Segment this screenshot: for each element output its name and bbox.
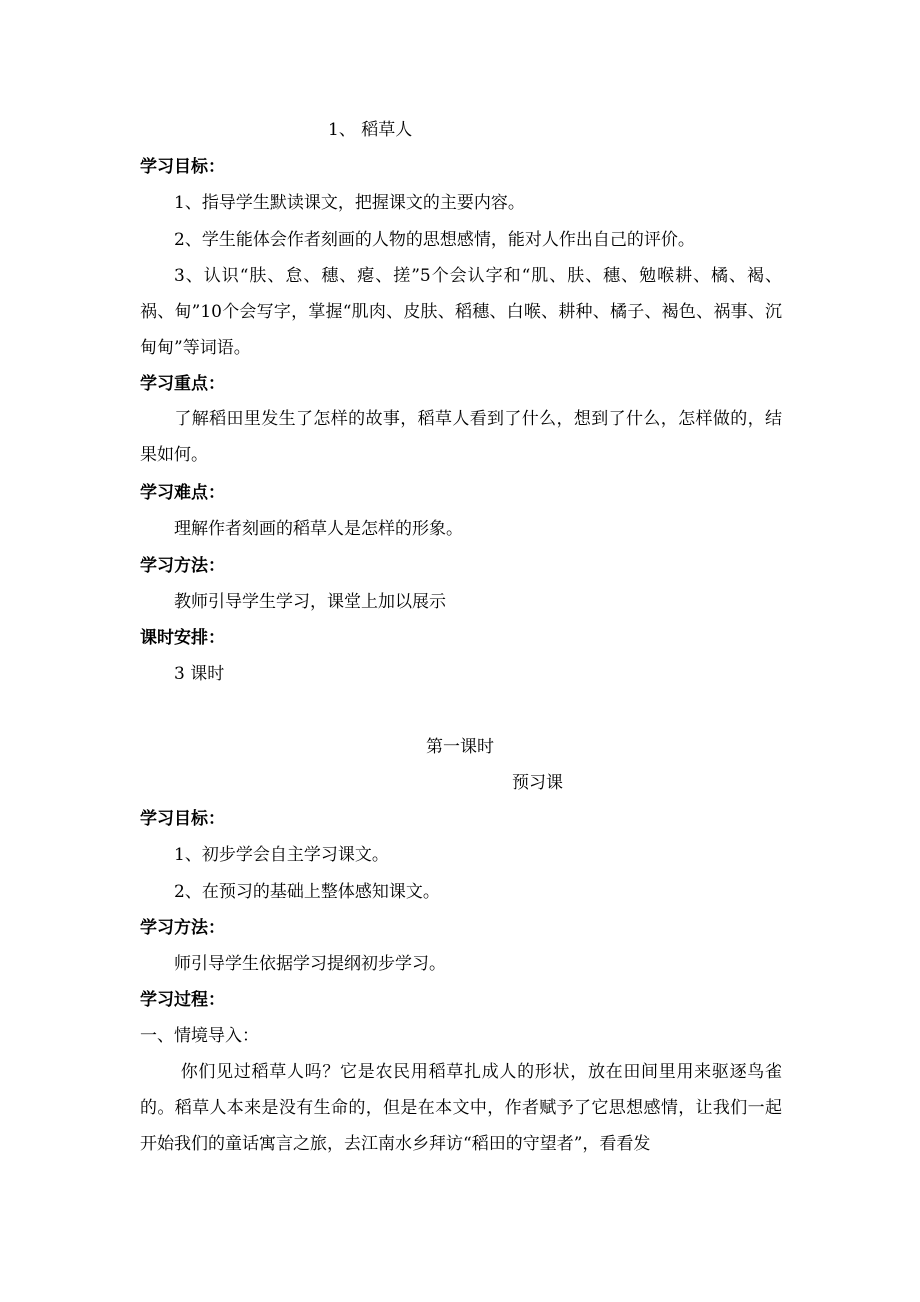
period-title: 第一课时: [426, 737, 494, 757]
lesson-title: 1、 稻草人: [328, 120, 413, 140]
intro-heading: 一、情境导入：: [140, 1026, 259, 1046]
period-subtitle: 预习课: [512, 773, 563, 793]
method-text: 教师引导学生学习，课堂上加以展示: [174, 592, 446, 612]
goal-item: 2、学生能体会作者刻画的人物的思想感情，能对人作出自己的评价。: [174, 230, 695, 250]
period-method-text: 师引导学生依据学习提纲初步学习。: [174, 954, 446, 974]
goal-item-text: 3、认识“肤、怠、穗、瘪、搓”5个会认字和“肌、肤、穗、勉喉耕、橘、褐、祸、甸”10个会写字，掌握“肌肉、皮肤、稻穗、白喉、耕种、橘子、褐色、祸事、沉甸甸”等词语。: [140, 266, 782, 358]
schedule-heading: 课时安排：: [140, 628, 225, 648]
key-point-paragraph: [140, 401, 782, 473]
goal-item-paragraph: [140, 258, 782, 366]
intro-paragraph: [140, 1054, 782, 1162]
process-heading: 学习过程：: [140, 990, 225, 1010]
difficulty-heading: 学习难点：: [140, 483, 225, 503]
period-goal-item: 2、在预习的基础上整体感知课文。: [174, 882, 440, 902]
key-point-heading: 学习重点：: [140, 374, 225, 394]
difficulty-text: 理解作者刻画的稻草人是怎样的形象。: [174, 519, 463, 539]
goal-item: 1、指导学生默读课文，把握课文的主要内容。: [174, 193, 525, 213]
schedule-text: 3 课时: [174, 664, 225, 684]
intro-text: 你们见过稻草人吗？它是农民用稻草扎成人的形状，放在田间里用来驱逐鸟雀的。稻草人本来是没有生命的，但是在本文中，作者赋予了它思想感情，让我们一起开始我们的童话寓言之旅，去江南水乡拜访“稻田的守望者”，看看发: [140, 1062, 782, 1154]
period-goal-heading: 学习目标：: [140, 809, 225, 829]
goal-heading: 学习目标：: [140, 157, 225, 177]
period-goal-item: 1、初步学会自主学习课文。: [174, 845, 389, 865]
key-point-text: 了解稻田里发生了怎样的故事，稻草人看到了什么，想到了什么，怎样做的，结果如何。: [140, 409, 782, 465]
period-method-heading: 学习方法：: [140, 918, 225, 938]
method-heading: 学习方法：: [140, 556, 225, 576]
